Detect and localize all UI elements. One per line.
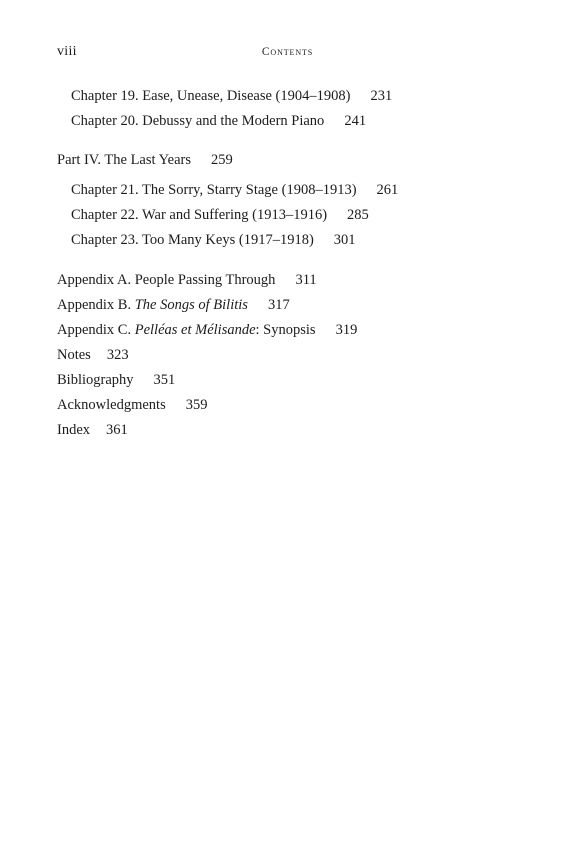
toc-entry-title: Chapter 23. Too Many Keys (1917–1918) bbox=[71, 232, 314, 248]
toc-entry-title: Acknowledgments bbox=[57, 397, 166, 413]
toc-entry-page: 231 bbox=[370, 88, 393, 104]
toc-entry-bibliography bbox=[57, 371, 175, 389]
toc-entry-chapter-20 bbox=[71, 112, 366, 130]
toc-entry-chapter-22 bbox=[71, 206, 369, 224]
toc-entry-page: 241 bbox=[344, 113, 367, 129]
toc-entry-page: 311 bbox=[295, 272, 317, 288]
toc-entry-title: Appendix A. People Passing Through bbox=[57, 272, 276, 288]
toc-entry-suffix: : Synopsis bbox=[255, 322, 316, 338]
toc-entry-page: 285 bbox=[347, 207, 369, 223]
toc-entry-italic-title: Pelléas et Mélisande bbox=[134, 322, 256, 338]
toc-entry-title: Chapter 19. Ease, Unease, Disease (1904–1908) bbox=[71, 88, 351, 104]
toc-entry-page: 319 bbox=[335, 322, 358, 338]
toc-entry-page: 351 bbox=[153, 372, 176, 388]
toc-entry-title: Part IV. The Last Years bbox=[57, 152, 191, 168]
toc-entry-chapter-19 bbox=[71, 87, 392, 105]
toc-entry-page: 317 bbox=[267, 297, 290, 313]
toc-entry-notes bbox=[57, 346, 129, 364]
toc-entry-italic-title: The Songs of Bilitis bbox=[134, 297, 248, 313]
toc-entry-appendix-a bbox=[57, 271, 317, 289]
toc-entry-title: Chapter 22. War and Suffering (1913–1916) bbox=[71, 207, 328, 223]
toc-entry-page: 261 bbox=[376, 182, 399, 198]
toc-entry-title: Notes bbox=[57, 347, 91, 363]
toc-entry-chapter-23 bbox=[71, 231, 356, 249]
toc-entry-appendix-c bbox=[57, 321, 357, 339]
toc-entry-chapter-21 bbox=[71, 181, 398, 199]
toc-entry-title: Chapter 20. Debussy and the Modern Piano bbox=[71, 113, 325, 129]
toc-entry-appendix-b bbox=[57, 296, 290, 314]
toc-entry-page: 361 bbox=[106, 422, 128, 438]
page-number: viii bbox=[57, 44, 77, 59]
toc-entry-title: Chapter 21. The Sorry, Starry Stage (1908–1913) bbox=[71, 182, 357, 198]
toc-entry-page: 359 bbox=[185, 397, 208, 413]
running-head: Contents bbox=[261, 46, 314, 58]
toc-entry-title: Bibliography bbox=[57, 372, 134, 388]
toc-entry-part-4 bbox=[57, 151, 233, 169]
toc-entry-acknowledgments bbox=[57, 396, 207, 414]
toc-entry-index bbox=[57, 421, 128, 439]
toc-entry-page: 259 bbox=[210, 152, 233, 168]
toc-entry-page: 323 bbox=[106, 347, 129, 363]
toc-entry-prefix: Appendix C. bbox=[57, 322, 135, 338]
toc-entry-prefix: Appendix B. bbox=[57, 297, 135, 313]
toc-entry-page: 301 bbox=[333, 232, 356, 248]
toc-entry-title: Index bbox=[57, 422, 91, 438]
